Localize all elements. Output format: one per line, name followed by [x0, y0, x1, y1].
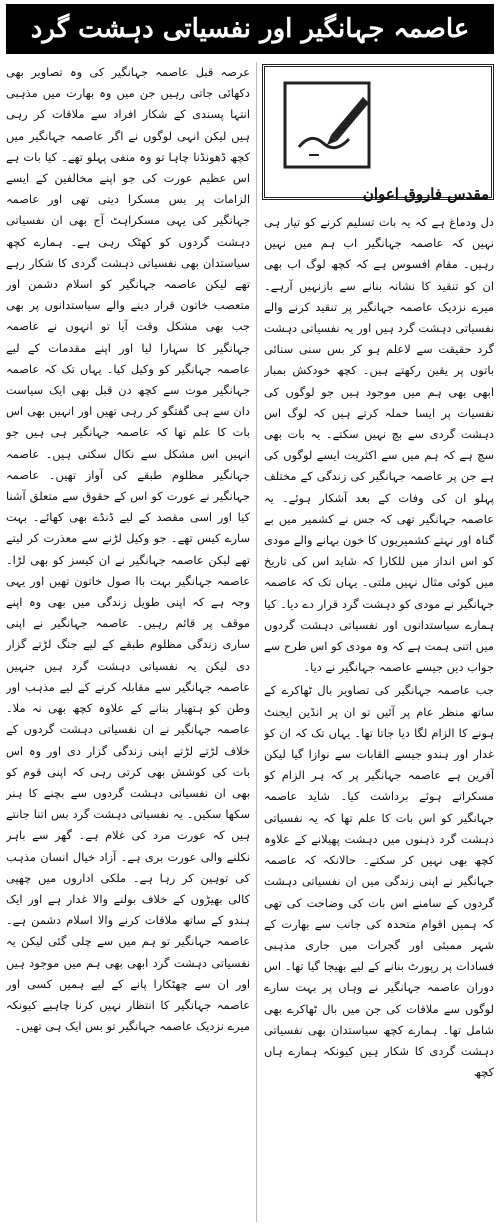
left-column — [6, 62, 250, 1222]
right-column — [264, 212, 494, 1222]
paragraph: جب عاصمہ جہانگیر کی تصاویر بال ٹھاکرے کے ساتھ منظر عام پر آئیں تو ان پر انڈین ایجنٹ ہونے کا الزام لگا دیا جاتا تھا۔ یہاں تک کہ ان کو غدار اور ہندو جیسے القابات سے نوازا گیا لیکن آفرین ہے عاصمہ جہانگیر پر کہ ہر الزام کو مسکراتے ہوئے برداشت کیا۔ شاید عاصمہ جہانگیر کو اس بات کا علم تھا کہ یہ نفسیاتی دہشت گرد ذہنوں میں دہشت پھیلانے کے علاوہ کچھ بھی نہیں کر سکتے۔ حالانکہ کہ عاصمہ جہانگیر نے اپنی زندگی میں ان نفسیاتی دہشت گردوں کے سامنے اس بات کی وضاحت کی تھی کہ ہمیں اقوام متحدہ کی جانب سے بھارت کے شہر ممبئی اور گجرات میں جاری مذہبی فسادات پر رپورٹ بنانے کے لیے بھیجا گیا تھا۔ اس دوران عاصمہ جہانگیر نے وہاں پر بہت سارے لوگوں سے ملاقات کی جن میں بال ٹھاکرے بھی شامل تھا۔ ہمارے کچھ سیاستدان بھی نفسیاتی دہشت گردی کا شکار ہیں کیونکہ ہمارے ہاں کچھ — [264, 683, 494, 1080]
author-name: مقدس فاروق اعوان — [362, 185, 490, 203]
author-box — [262, 64, 494, 203]
paragraph: دل ودماغ ہے کہ یہ بات تسلیم کرنے کو تیار ہی نہیں کہ عاصمہ جہانگیر اب ہم میں نہیں رہیں۔ مقام افسوس ہے کہ کچھ لوگ اب بھی ان کو تنقید کا نشانہ بنانے سے بازنہیں آرہے۔ میرے نزدیک عاصمہ جہانگیر پر تنقید کرنے والے نفسیاتی دہشت گرد ہیں اور یہ نفسیاتی دہشت گرد حقیقت سے لاعلم ہو کر بس سنی سنائی باتوں پر یقین رکھتے ہیں۔ کچھ خودکش بمبار ابھی بھی ہم میں موجود ہیں جو لوگوں کی نفسیات پر ایسا حملہ کرتے ہیں کہ لوگ اس دہشت گردی سے بچ نہیں سکتے۔ یہ بات بھی سچ ہے کہ ہم میں سے اکثریت ایسے لوگوں کی ہے جن پر عاصمہ جہانگیر کی زندگی کے مختلف پہلو ان کی وفات کے بعد آشکار ہوئے۔ یہ عاصمہ جہانگیر تھی کہ جس نے کشمیر میں بے گناہ اور نہتے کشمیریوں کا خون بہانے والے مودی کو اس انداز میں للکارا کہ شاید اس کی تاریخ میں کوئی مثال نہیں ملتی۔ یہاں تک کہ عاصمہ جہانگیر نے مودی کو دہشت گرد قرار دے دیا۔ کیا ہمارے سیاستدانوں اور نفسیاتی دہشت گردوں میں اتنی ہمت ہے کہ وہ مودی کو اس طرح سے جواب دیں جیسے عاصمہ جہانگیر نے دیا۔ — [264, 215, 494, 675]
column-divider — [256, 62, 257, 1222]
headline: عاصمہ جہانگیر اور نفسیاتی دہشت گرد — [6, 4, 494, 54]
paragraph: عرصہ قبل عاصمہ جہانگیر کی وہ تصاویر بھی دکھائی جاتی رہیں جن میں وہ بھارت میں مذہبی انتہا پسندی کے شکار افراد سے ملاقات کر رہی ہیں لیکن انہی لوگوں نے اگر عاصمہ جہانگیر میں کچھ ڈھونڈنا چاہا تو وہ منفی پہلو تھے۔ کیا بات ہے اس عظیم عورت کی جو اپنے مخالفین کے ایسے الزامات پر بس مسکرا دیتی تھی اور عاصمہ جہانگیر کی یہی مسکراہٹ آج بھی ان نفسیاتی دہشت گردوں کو کھٹک رہی ہے۔ ہمارے کچھ سیاستدان بھی نفسیاتی دہشت گردی کا شکار رہے تھے لیکن عاصمہ جہانگیر کو اسلام دشمن اور متعصب خاتون قرار دینے والے سیاستدانوں پر بھی جب بھی مشکل وقت آیا تو انہوں نے عاصمہ جہانگیر کا سہارا لیا اور اپنے مقدمات کے لیے عاصمہ جہانگیر کو وکیل کیا۔ یہاں تک کہ عاصمہ جہانگیر موت سے کچھ دن قبل بھی ایک سیاست دان سے ہی گفتگو کر رہی تھیں اور انہیں بھی اس بات کا علم تھا کہ عاصمہ جہانگیر ہی ہیں جو انہیں اس مشکل سے نکال سکتی ہیں۔ عاصمہ جہانگیر مظلوم طبقے کی آواز تھیں۔ عاصمہ جہانگیر نے عورت کو اس کے حقوق سے متعلق آشنا کیا اور اسی مقصد کے لیے ڈنڈے بھی کھائے۔ بہت سارے کیس تھے۔ جو وکیل لڑنے سے معذرت کر لیتے تھے لیکن عاصمہ جہانگیر نے ان کیسز کو بھی لڑا۔ عاصمہ جہانگیر بہت باا صول خاتون تھیں اور یہی وجہ ہے کہ اپنی طویل زندگی میں بھی وہ اپنے موقف پر قائم رہیں۔ عاصمہ جہانگیر نے اپنی ساری زندگی مظلوم طبقے کے لیے جنگ لڑتے گزار دی لیکن یہ نفسیاتی دہشت گرد ہیں جنہیں عاصمہ جہانگیر سے مقابلہ کرنے کے لیے مذہب اور وطن کو ہتھیار بنانے کے علاوہ کچھ بھی نہ ملا۔ عاصمہ جہانگیر نے ان نفسیاتی دہشت گردوں کے خلاف لڑتے لڑتے اپنی زندگی گزار دی اور وہ اس بات کی کوشش بھی کرتی رہی کہ اپنی قوم کو بھی ان نفسیاتی دہشت گردوں سے بچنے کا ہنر سکھا سکیں۔ یہ نفسیاتی دہشت گرد بس اتنا جانتے ہیں کہ عورت مرد کی غلام ہے۔ گھر سے باہر نکلنے والی عورت بری ہے۔ آزاد خیال انسان مذہب کی توہین کر رہا ہے۔ ملکی اداروں میں چھپی کالی بھیڑوں کے خلاف بولنے والا غدار ہے اور ایک ہندو کے ساتھ ملاقات کرنے والا اسلام دشمن ہے۔ عاصمہ جہانگیر تو ہم میں سے چلی گئی لیکن یہ نفسیاتی دہشت گرد ابھی بھی ہم میں موجود ہیں اور ان سے چھٹکارا پانے کے لیے ہمیں کسی اور عاصمہ جہانگیر کا انتظار نہیں کرنا چاہیے کیونکہ میرے نزدیک عاصمہ جہانگیر تو بس ایک ہی تھیں۔ — [6, 65, 250, 1034]
pen-writing-icon — [279, 77, 375, 173]
